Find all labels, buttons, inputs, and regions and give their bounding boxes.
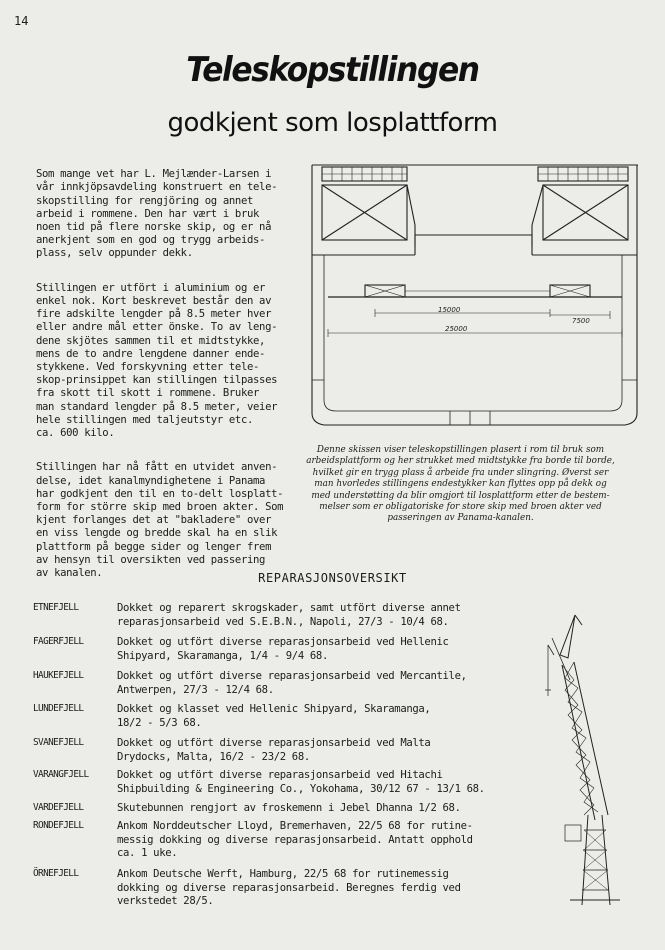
- dimension-label: 7500: [572, 317, 590, 325]
- hatch-coaming: [415, 235, 532, 255]
- repair-description: Dokket og utfört diverse reparasjonsarbeid ved Hitachi Shipbuilding & Engineering Co., Yokohama, 30/12 67 - 13/1 68.: [117, 769, 485, 795]
- ship-name: VARDEFJELL: [33, 802, 84, 813]
- repairs-heading: REPARASJONSOVERSIKT: [258, 571, 407, 585]
- ship-name: LUNDEFJELL: [33, 703, 84, 714]
- ship-name: HAUKEFJELL: [33, 670, 84, 681]
- article-title: Teleskopstillingen: [186, 50, 479, 90]
- repair-description: Dokket og utfört diverse reparasjonsarbeid ved Hellenic Shipyard, Skaramanga, 1/4 - 9/4 68.: [117, 636, 449, 662]
- scaffold-diagram: [310, 155, 640, 440]
- ship-name: RONDEFJELL: [33, 820, 84, 831]
- repair-description: Skutebunnen rengjort av froskemenn i Jebel Dhanna 1/2 68.: [117, 802, 461, 814]
- repair-description: Dokket og klasset ved Hellenic Shipyard, Skaramanga, 18/2 - 5/3 68.: [117, 703, 431, 729]
- ship-name: ÖRNEFJELL: [33, 868, 79, 879]
- article-paragraph: Stillingen har nå fått en utvidet anven- delse, idet kanalmyndighetene i Panama har godkjent den til en to-delt losplatt- form for större skip med broen akter. Som kjent forlanges det at "bakladere" over en viss lengde og bredde skal ha en slik plattform på begge sider og lenger frem av hensyn til oversikten ved passering av kanalen.: [36, 461, 284, 580]
- repair-description: Ankom Deutsche Werft, Hamburg, 22/5 68 for rutinemessig dokking og diverse reparasjonsarbeid. Beregnes ferdig ved verkstedet 28/5.: [117, 868, 461, 907]
- crane-illustration: [540, 610, 640, 910]
- ship-name: ETNEFJELL: [33, 602, 79, 613]
- left-end-platform: [322, 167, 415, 247]
- ship-name: FAGERFJELL: [33, 636, 84, 647]
- telescopic-stage: [328, 285, 622, 297]
- diagram-caption: Denne skissen viser teleskopstillingen plasert i rom til bruk som arbeidsplattform og her strukket med midtstykke fra borde til borde, hvilket gir en trygg plass å arbeide fra under slingring. Øverst ser man hvorledes stillingens endestykker kan flyttes opp på dekk og med understøtting da blir omgjort til losplattform etter de bestem- melser som er obligatoriske for store skip med broen akter ved passeringen av Panama-kanalen.: [306, 445, 615, 524]
- repair-description: Dokket og utfört diverse reparasjonsarbeid ved Malta Drydocks, Malta, 16/2 - 23/2 68.: [117, 737, 431, 763]
- article-body: [36, 155, 306, 602]
- right-end-platform: [532, 167, 628, 247]
- hull-outline: [312, 165, 637, 425]
- ship-name: VARANGFJELL: [33, 769, 89, 780]
- article-subtitle: godkjent som losplattform: [167, 108, 498, 138]
- article-paragraph: Som mange vet har L. Mejlænder-Larsen i vår innkjöpsavdeling konstruert en tele- skopstilling for rengjöring og annet arbeid i rommene. Den har vært i bruk noen tid på flere norske skip, og er nå anerkjent som en god og trygg arbeids- plass, selv oppunder dekk.: [36, 168, 278, 260]
- repair-description: Dokket og utfört diverse reparasjonsarbeid ved Mercantile, Antwerpen, 27/3 - 12/4 68.: [117, 670, 467, 696]
- repair-description: Dokket og reparert skrogskader, samt utfört diverse annet reparasjonsarbeid ved S.E.B.N., Napoli, 27/3 - 10/4 68.: [117, 602, 461, 628]
- dimension-label: 15000: [438, 306, 461, 314]
- repair-description: Ankom Norddeutscher Lloyd, Bremerhaven, 22/5 68 for rutine- messig dokking og diverse reparasjonsarbeid. Antatt opphold ca. 1 uke.: [117, 820, 473, 859]
- page-number: 14: [14, 14, 29, 28]
- article-paragraph: Stillingen er utfört i aluminium og er enkel nok. Kort beskrevet består den av fire adskilte lengder på 8.5 meter hver eller andre mål etter önske. To av leng- dene skjötes sammen til et midtstykke, mens de to andre lengdene danner ende- stykkene. Ved forskyvning etter tele- skop-prinsippet kan stillingen tilpasses fra skott til skott i rommene. Bruker man standard lengder på 8.5 meter, veier hele stillingen med taljeutstyr etc. ca. 600 kilo.: [36, 281, 278, 440]
- dimension-label: 25000: [445, 325, 468, 333]
- ship-name: SVANEFJELL: [33, 737, 84, 748]
